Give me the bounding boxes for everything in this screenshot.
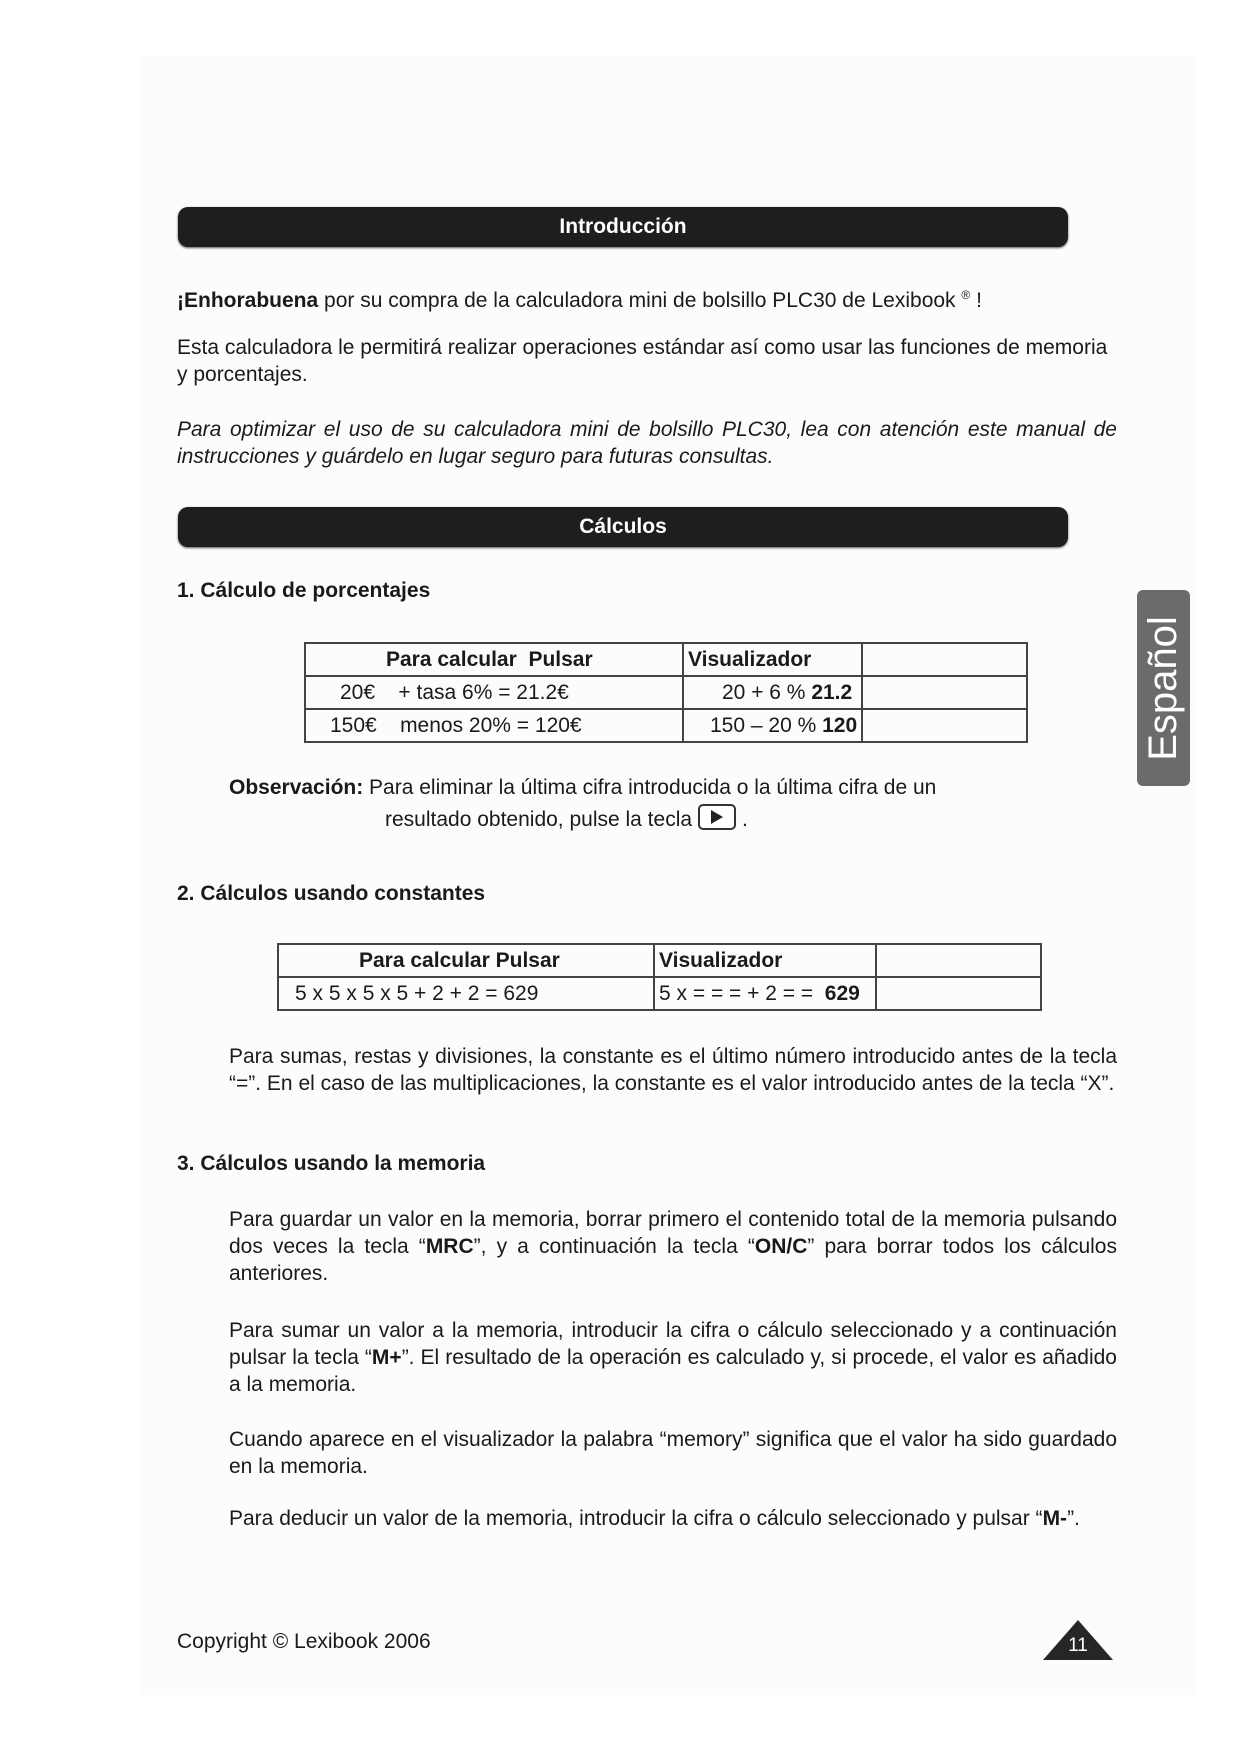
table-row [278,977,1041,1010]
congrats-bold: ¡Enhorabuena [177,289,319,312]
header-para-calcular: Para calcular [359,948,490,972]
language-side-tab [1137,590,1190,786]
memory-p4-text: Para deducir un valor de la memoria, introducir la cifra o cálculo seleccionado y pulsar “ [229,1507,1043,1530]
observation-line-1 [229,774,1117,801]
mrc-key-label: MRC [425,1235,474,1258]
calculos-section-bar [178,507,1068,547]
intro-section-title: Introducción [559,215,687,238]
congrats-end: ! [970,289,982,312]
observation-text-2: resultado obtenido, pulse la tecla [385,808,693,831]
intro-paragraph-1: Esta calculadora le permitirá realizar operaciones estándar así como usar las funciones de memoria y porcentajes. [177,336,1108,386]
table-row [305,709,1027,742]
page-number: 11 [1068,1635,1088,1656]
table-header-cell [654,944,876,977]
onc-key-label: ON/C [754,1235,808,1258]
memory-paragraph-1 [229,1206,1117,1287]
display-value: 120 [822,713,858,737]
memory-paragraph-4 [229,1505,1117,1532]
play-key-icon [698,804,736,830]
table-empty-cell [876,977,1041,1010]
table-header-cell [305,643,683,676]
memory-p1-text: Para guardar un valor en la memoria, borrar primero el contenido total de la memoria pulsando dos veces la tecla “ [229,1208,1117,1258]
table-header-cell [683,643,862,676]
m-plus-key-label: M+ [371,1346,402,1369]
observation-text: Para eliminar la última cifra introducida o la última cifra de un [363,776,937,799]
table-cell [654,977,876,1010]
copyright-text: Copyright © Lexibook 2006 [177,1630,431,1653]
congrats-line [177,282,1117,314]
calculos-section-title: Cálculos [579,515,667,538]
table-header-cell [278,944,654,977]
table-empty-cell [876,944,1041,977]
heading-constants: 2. Cálculos usando constantes [177,882,486,905]
table-cell [305,709,683,742]
press-keys: 150 – 20 % [710,713,817,737]
intro-paragraph-2: Para optimizar el uso de su calculadora mini de bolsillo PLC30, lea con atención este manual de instrucciones y guárdelo en lugar seguro para futuras consultas. [177,418,1117,468]
calc-amount: 20€ [340,680,376,704]
constants-table [277,943,1042,1011]
table-cell [683,676,862,709]
table-empty-cell [862,676,1027,709]
header-visualizador: Visualizador [688,647,812,671]
table-cell [305,676,683,709]
memory-p2-text-2: ”. El resultado de la operación es calculado y, si procede, el valor es añadido a la memoria. [229,1346,1117,1396]
press-keys: 20 + 6 % [722,680,806,704]
intro-section-bar [178,207,1068,247]
header-pulsar: Pulsar [528,647,593,671]
constants-paragraph: Para sumas, restas y divisiones, la constante es el último número introducido antes de la tecla “=”. En el caso de las multiplicaciones, la constante es el valor introducido antes de la tecla “X”. [229,1045,1117,1095]
table-cell [278,977,654,1010]
table-empty-cell [862,643,1027,676]
memory-paragraph-2 [229,1317,1117,1398]
memory-p4-text-2: ”. [1067,1507,1080,1530]
observation-label: Observación: [229,776,364,799]
calc-description: menos 20% = 120€ [400,713,582,737]
heading-memory: 3. Cálculos usando la memoria [177,1152,486,1175]
registered-mark: ® [961,288,971,302]
observation-end: . [742,808,748,831]
header-para-calcular: Para calcular [386,647,517,671]
display-value: 21.2 [811,680,853,704]
table-header-row [305,643,1027,676]
memory-p1-text-3: ” para borrar todos los cálculos anteriores. [229,1235,1117,1285]
memory-p1-text-2: ”, y a continuación la tecla “ [473,1235,755,1258]
table-header-row [278,944,1041,977]
congrats-text: por su compra de la calculadora mini de bolsillo PLC30 de Lexibook [318,289,956,312]
calc-amount: 150€ [330,713,377,737]
m-minus-key-label: M- [1042,1507,1068,1530]
language-label: Español [1141,615,1185,761]
header-pulsar: Pulsar [495,948,560,972]
memory-p2-text: Para sumar un valor a la memoria, introducir la cifra o cálculo seleccionado y a continuación pulsar la tecla “ [229,1319,1117,1369]
display-value: 629 [824,981,860,1005]
calc-description: + tasa 6% = 21.2€ [398,680,569,704]
table-empty-cell [862,709,1027,742]
observation-line-2 [385,804,1085,833]
percentages-table [304,642,1028,743]
table-row [305,676,1027,709]
heading-percentages: 1. Cálculo de porcentajes [177,579,431,602]
page-number-badge [1041,1618,1115,1662]
header-visualizador: Visualizador [659,948,783,972]
table-cell [683,709,862,742]
memory-paragraph-3: Cuando aparece en el visualizador la palabra “memory” significa que el valor ha sido guardado en la memoria. [229,1428,1117,1478]
press-keys: 5 x = = = + 2 = = [659,981,814,1005]
calc-expression: 5 x 5 x 5 x 5 + 2 + 2 = 629 [295,981,539,1005]
